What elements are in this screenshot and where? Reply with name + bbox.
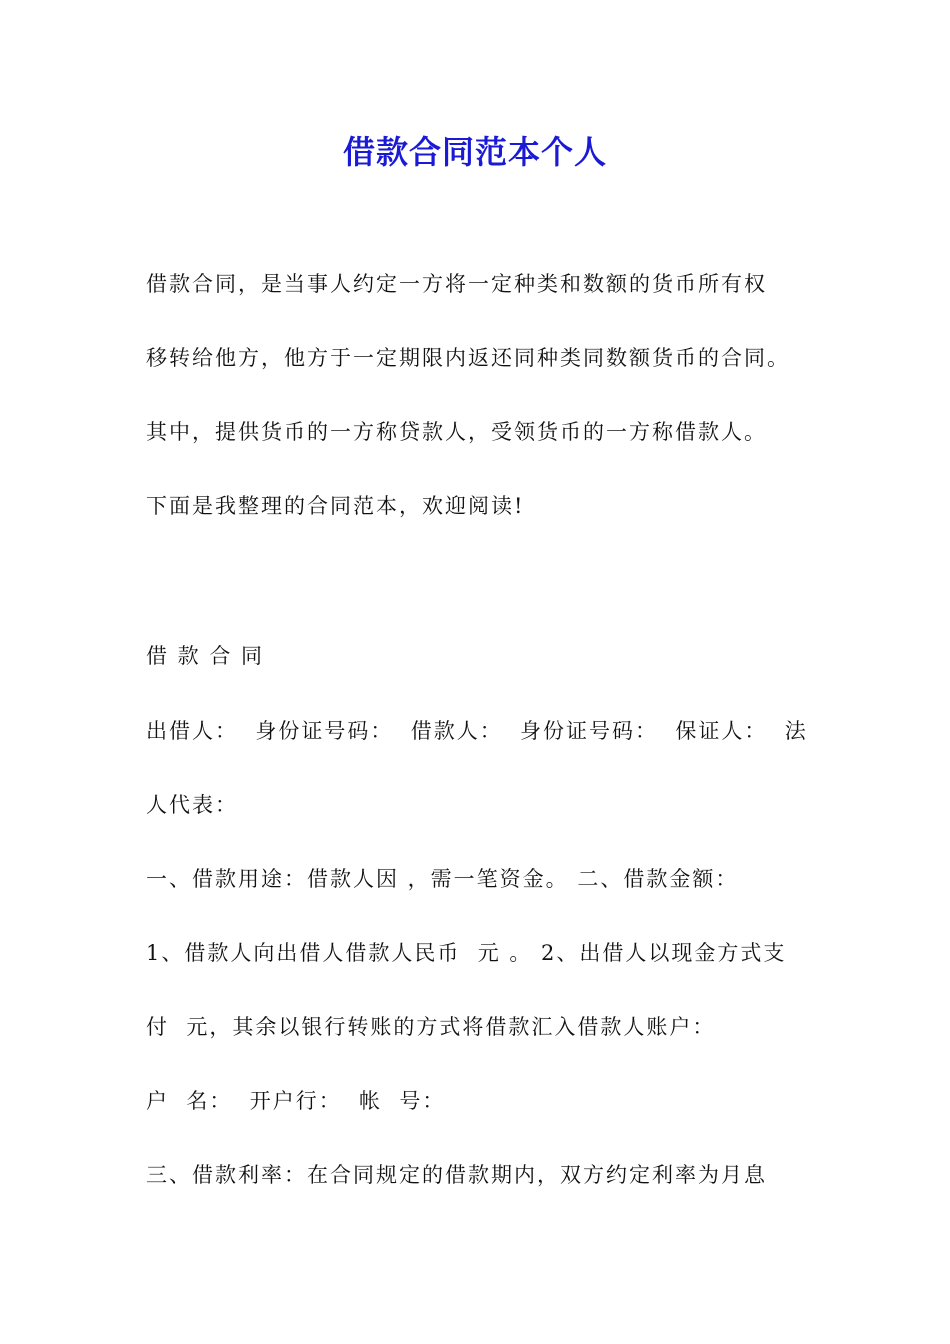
paragraph-line: 三、借款利率：在合同规定的借款期内，双方约定利率为月息 — [146, 1163, 767, 1187]
paragraph-line: 户 名： 开户行： 帐 号： — [146, 1089, 446, 1113]
paragraph-line: 一、借款用途：借款人因 ，需一笔资金。 二、借款金额： — [146, 867, 739, 891]
paragraph-line: 下面是我整理的合同范本，欢迎阅读! — [146, 494, 525, 518]
paragraph-line: 借款合同，是当事人约定一方将一定种类和数额的货币所有权 — [146, 272, 767, 296]
paragraph-line: 付 元，其余以银行转账的方式将借款汇入借款人账户： — [146, 1015, 716, 1039]
document-title: 借款合同范本个人 — [342, 133, 607, 171]
paragraph-line: 出借人： 身份证号码： 借款人： 身份证号码： 保证人： 法 — [146, 719, 808, 743]
paragraph-line: 移转给他方，他方于一定期限内返还同种类同数额货币的合同。 — [146, 346, 790, 370]
paragraph-line: 其中，提供货币的一方称贷款人，受领货币的一方称借款人。 — [146, 420, 767, 444]
paragraph-line: 人代表： — [146, 793, 238, 817]
paragraph-line: 1、借款人向出借人借款人民币 元 。 2、出借人以现金方式支 — [146, 941, 787, 965]
contract-heading: 借 款 合 同 — [146, 644, 265, 668]
